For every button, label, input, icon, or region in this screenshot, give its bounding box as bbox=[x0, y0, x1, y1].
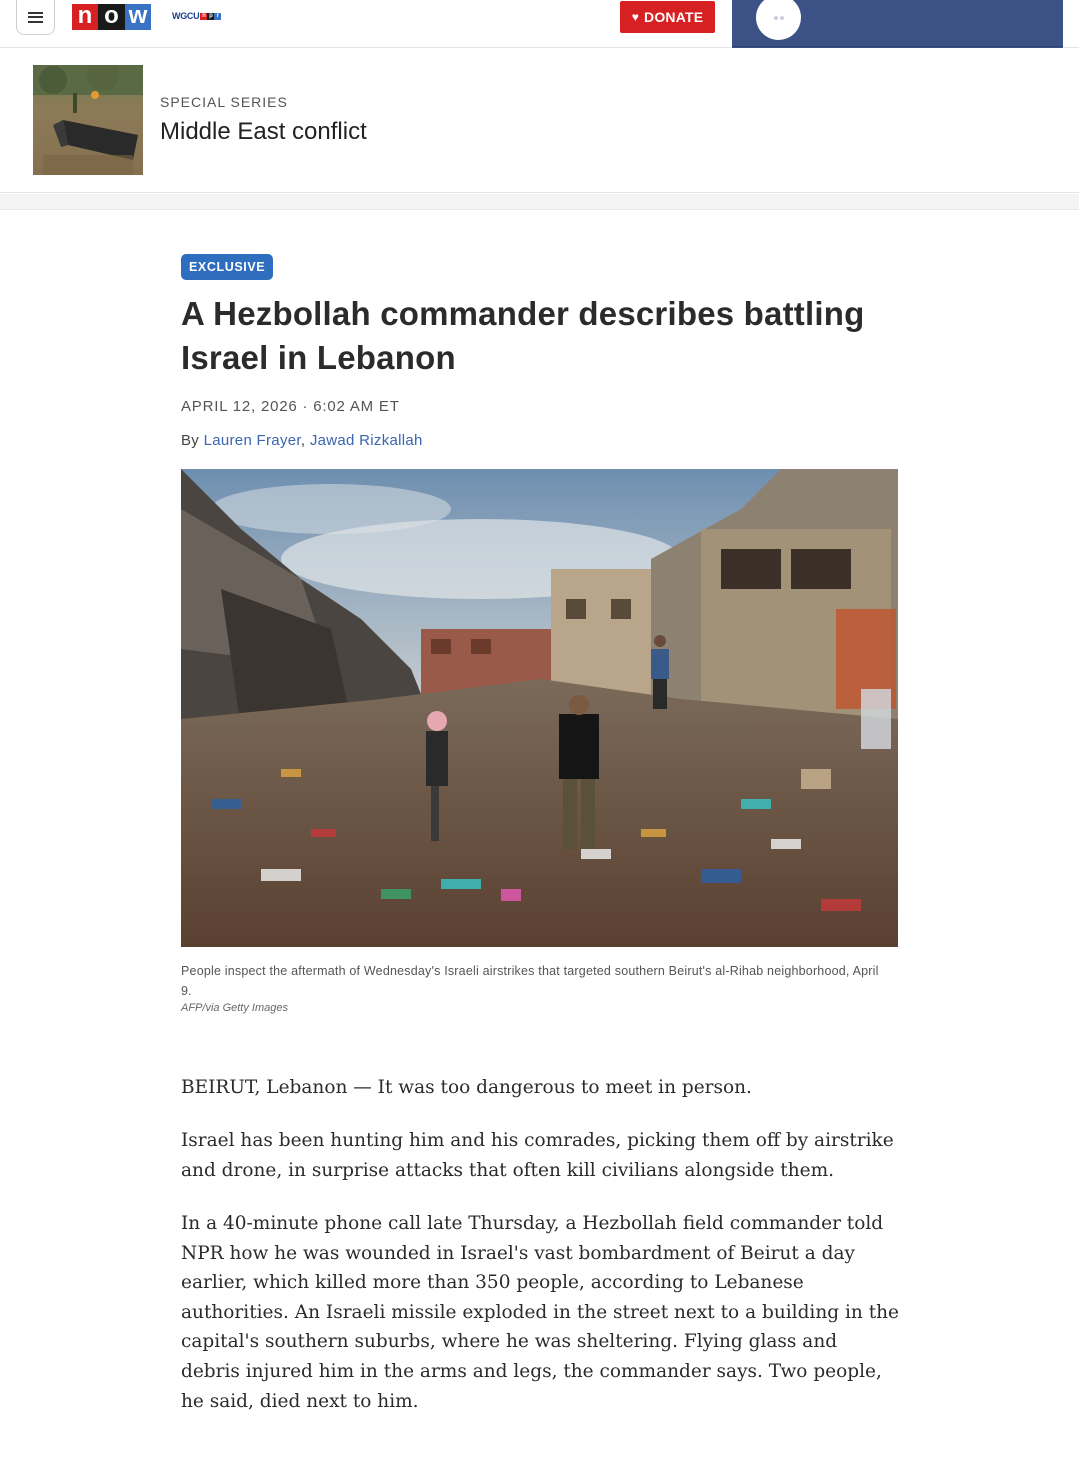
logo-letter: o bbox=[98, 4, 125, 30]
author-separator: , bbox=[300, 432, 310, 449]
series-thumbnail[interactable] bbox=[33, 65, 143, 175]
logo-letter: n bbox=[72, 4, 98, 30]
loading-dot-icon bbox=[780, 16, 784, 20]
series-banner bbox=[0, 48, 1079, 193]
article-paragraph: BEIRUT, Lebanon — It was too dangerous to meet in person. bbox=[181, 1077, 752, 1098]
photo-caption: People inspect the aftermath of Wednesday's Israeli airstrikes that targeted southern Beirut's al-Rihab neighborhood, April 9. bbox=[181, 964, 879, 998]
article-paragraph: In a 40-minute phone call late Thursday, a Hezbollah field commander told NPR how he was wounded in Israel's vast bombardment of Beirut a day earlier, which killed more than 350 people, according to Lebanese authorities. An Israeli missile exploded in the street next to a building in the capital's southern suburbs, where he was sheltering. Flying glass and debris injured him in the arms and legs, the commander says. Two people, he said, died next to him. bbox=[181, 1213, 899, 1412]
series-kicker: SPECIAL SERIES bbox=[160, 94, 288, 110]
byline bbox=[181, 432, 423, 449]
loading-dot-icon bbox=[774, 16, 778, 20]
menu-button[interactable] bbox=[16, 0, 55, 35]
donate-label: DONATE bbox=[644, 9, 704, 25]
article-date: APRIL 12, 2026 · 6:02 AM ET bbox=[181, 398, 400, 415]
author-link[interactable]: Lauren Frayer bbox=[203, 432, 301, 449]
heart-icon: ♥ bbox=[631, 10, 640, 24]
npr-logo: n p r bbox=[200, 13, 221, 20]
series-title-link[interactable]: Middle East conflict bbox=[160, 118, 367, 145]
site-logo[interactable] bbox=[72, 4, 151, 30]
donate-button[interactable] bbox=[620, 1, 715, 33]
station-name: WGCU bbox=[172, 11, 200, 21]
exclusive-badge: EXCLUSIVE bbox=[181, 254, 273, 280]
logo-letter: w bbox=[125, 4, 151, 30]
play-button[interactable] bbox=[756, 0, 801, 40]
article-paragraph: Israel has been hunting him and his comrades, picking them off by airstrike and drone, in surprise attacks that often kill civilians alongside them. bbox=[181, 1130, 894, 1181]
photo-credit: AFP/via Getty Images bbox=[181, 1002, 288, 1014]
player-controls bbox=[732, 0, 1063, 47]
author-link[interactable]: Jawad Rizkallah bbox=[309, 432, 423, 449]
station-logo[interactable] bbox=[172, 11, 221, 21]
section-divider bbox=[0, 194, 1079, 210]
hamburger-icon bbox=[28, 12, 43, 23]
article-headline: A Hezbollah commander describes battling Israel in Lebanon bbox=[181, 295, 865, 376]
lead-photo[interactable] bbox=[181, 469, 898, 947]
byline-prefix: By bbox=[181, 432, 204, 449]
